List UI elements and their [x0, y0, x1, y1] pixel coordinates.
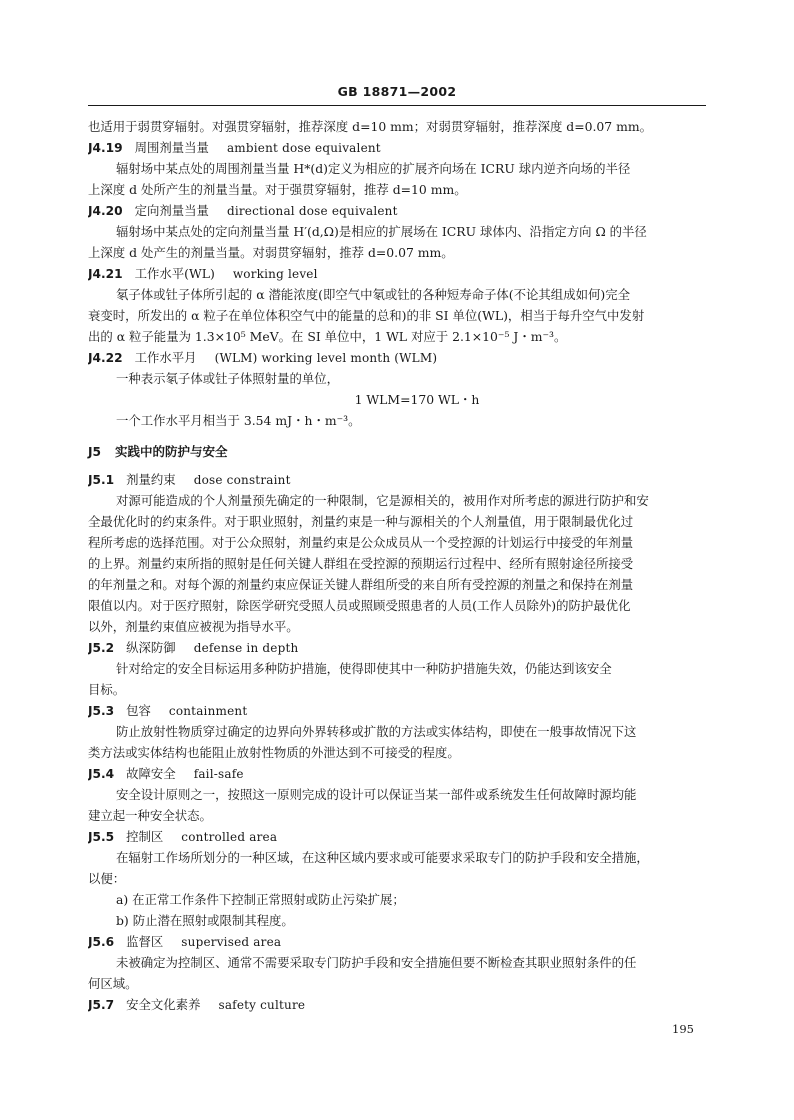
- standard-code-header: GB 18871—2002: [337, 84, 457, 99]
- body-line: 辐射场中某点处的定向剂量当量 H′(d,Ω)是相应的扩展场在 ICRU 球体内、沿指定方向 Ω 的半径: [116, 224, 647, 239]
- body-line: 的年剂量之和。对每个源的剂量约束应保证关键人群组所受的来自所有受控源的剂量之和保持在剂量: [88, 577, 634, 592]
- term-chinese: 故障安全: [126, 766, 176, 781]
- term-chinese: 包容: [126, 703, 151, 718]
- body-line: 以外，剂量约束值应被视为指导水平。: [88, 619, 299, 634]
- term-english: directional dose equivalent: [226, 204, 398, 218]
- term-code: J4.20: [88, 204, 123, 218]
- term-heading-j4-20: [88, 200, 706, 221]
- term-english: controlled area: [181, 830, 278, 844]
- body-line: 一个工作水平月相当于 3.54 mJ・h・m⁻³。: [116, 413, 361, 428]
- term-code: J4.21: [88, 267, 123, 281]
- body-line: 上深度 d 处产生的剂量当量。对弱贯穿辐射，推荐 d=0.07 mm。: [88, 245, 454, 260]
- body-line: 对源可能造成的个人剂量预先确定的一种限制，它是源相关的，被用作对所考虑的源进行防护和安: [116, 493, 649, 508]
- list-item: b) 防止潜在照射或限制其程度。: [116, 913, 294, 928]
- term-english: working level: [232, 267, 318, 281]
- term-chinese: 定向剂量当量: [134, 203, 209, 218]
- term-code: J5.3: [88, 704, 115, 718]
- term-english: fail-safe: [193, 767, 244, 781]
- term-heading-j4-19: [88, 137, 706, 158]
- body-line: 建立起一种安全状态。: [88, 808, 212, 823]
- section-title: 实践中的防护与安全: [115, 444, 228, 459]
- body-line: 的上界。剂量约束所指的照射是任何关键人群组在受控源的预期运行过程中、经所有照射途径所接受: [88, 556, 634, 571]
- body-line: 出的 α 粒子能量为 1.3×10⁵ MeV。在 SI 单位中，1 WL 对应于 2.1×10⁻⁵ J・m⁻³。: [88, 329, 567, 344]
- body-line: 程所考虑的选择范围。对于公众照射，剂量约束是公众成员从一个受控源的计划运行中接受的年剂量: [88, 535, 634, 550]
- page-number: 195: [672, 1022, 694, 1036]
- body-line: 衰变时，所发出的 α 粒子在单位体积空气中的能量的总和)的非 SI 单位(WL)，相当于每升空气中发射: [88, 308, 645, 323]
- term-chinese: 工作水平月: [134, 350, 197, 365]
- term-chinese: 监督区: [126, 934, 164, 949]
- body-line: 也适用于弱贯穿辐射。对强贯穿辐射，推荐深度 d=10 mm；对弱贯穿辐射，推荐深度 d=0.07 mm。: [88, 119, 653, 134]
- body-line: 氡子体或钍子体所引起的 α 潜能浓度(即空气中氡或钍的各种短寿命子体(不论其组成如何)完全: [116, 287, 630, 302]
- term-code: J5.2: [88, 641, 115, 655]
- term-english: ambient dose equivalent: [226, 141, 381, 155]
- body-line: 针对给定的安全目标运用多种防护措施，使得即使其中一种防护措施失效，仍能达到该安全: [116, 661, 612, 676]
- body-line: 何区域。: [88, 976, 138, 991]
- body-line: 安全设计原则之一，按照这一原则完成的设计可以保证当某一部件或系统发生任何故障时源均能: [116, 787, 637, 802]
- section-heading-j5: [88, 435, 706, 469]
- list-item: a) 在正常工作条件下控制正常照射或防止污染扩展；: [116, 892, 405, 907]
- term-code: J5.4: [88, 767, 115, 781]
- body-line: 目标。: [88, 682, 126, 697]
- term-english: supervised area: [181, 935, 282, 949]
- header-rule: [88, 105, 706, 106]
- body-line: 未被确定为控制区、通常不需要采取专门防护手段和安全措施但要不断检查其职业照射条件的任: [116, 955, 637, 970]
- term-heading-j5-2: [88, 637, 706, 658]
- term-heading-j5-6: [88, 931, 706, 952]
- term-chinese: 纵深防御: [126, 640, 176, 655]
- body-line: 上深度 d 处所产生的剂量当量。对于强贯穿辐射，推荐 d=10 mm。: [88, 182, 467, 197]
- body-line: 全最优化时的约束条件。对于职业照射，剂量约束是一种与源相关的个人剂量值，用于限制最优化过: [88, 514, 634, 529]
- term-chinese: 剂量约束: [126, 472, 176, 487]
- term-english: (WLM) working level month (WLM): [214, 351, 438, 365]
- term-code: J4.22: [88, 351, 123, 365]
- term-heading-j5-7: [88, 994, 706, 1015]
- body-line: 以便：: [88, 871, 126, 886]
- term-heading-j4-22: [88, 347, 706, 368]
- section-code: J5: [88, 445, 102, 459]
- body-line: 一种表示氡子体或钍子体照射量的单位，: [116, 371, 340, 386]
- term-chinese: 安全文化素养: [126, 997, 201, 1012]
- term-chinese: 工作水平(WL): [134, 266, 215, 281]
- document-body: [88, 116, 706, 1015]
- term-heading-j5-3: [88, 700, 706, 721]
- body-line: 在辐射工作场所划分的一种区域，在这种区域内要求或可能要求采取专门的防护手段和安全措施，: [116, 850, 649, 865]
- body-line: 类方法或实体结构也能阻止放射性物质的外泄达到不可接受的程度。: [88, 745, 460, 760]
- term-english: dose constraint: [193, 473, 291, 487]
- term-code: J5.6: [88, 935, 115, 949]
- term-english: safety culture: [218, 998, 306, 1012]
- body-line: 限值以内。对于医疗照射，除医学研究受照人员或照顾受照患者的人员(工作人员除外)的防护最优化: [88, 598, 631, 613]
- term-code: J5.5: [88, 830, 115, 844]
- term-code: J5.1: [88, 473, 115, 487]
- term-chinese: 控制区: [126, 829, 164, 844]
- body-line: 辐射场中某点处的周围剂量当量 H*(d)定义为相应的扩展齐向场在 ICRU 球内逆齐向场的半径: [116, 161, 631, 176]
- equation: 1 WLM=170 WL・h: [354, 392, 480, 407]
- term-english: containment: [168, 704, 248, 718]
- term-code: J5.7: [88, 998, 115, 1012]
- term-heading-j5-5: [88, 826, 706, 847]
- term-heading-j5-4: [88, 763, 706, 784]
- term-code: J4.19: [88, 141, 123, 155]
- term-chinese: 周围剂量当量: [134, 140, 209, 155]
- body-line: 防止放射性物质穿过确定的边界向外界转移或扩散的方法或实体结构，即使在一般事故情况下这: [116, 724, 637, 739]
- term-heading-j4-21: [88, 263, 706, 284]
- term-heading-j5-1: [88, 469, 706, 490]
- term-english: defense in depth: [193, 641, 299, 655]
